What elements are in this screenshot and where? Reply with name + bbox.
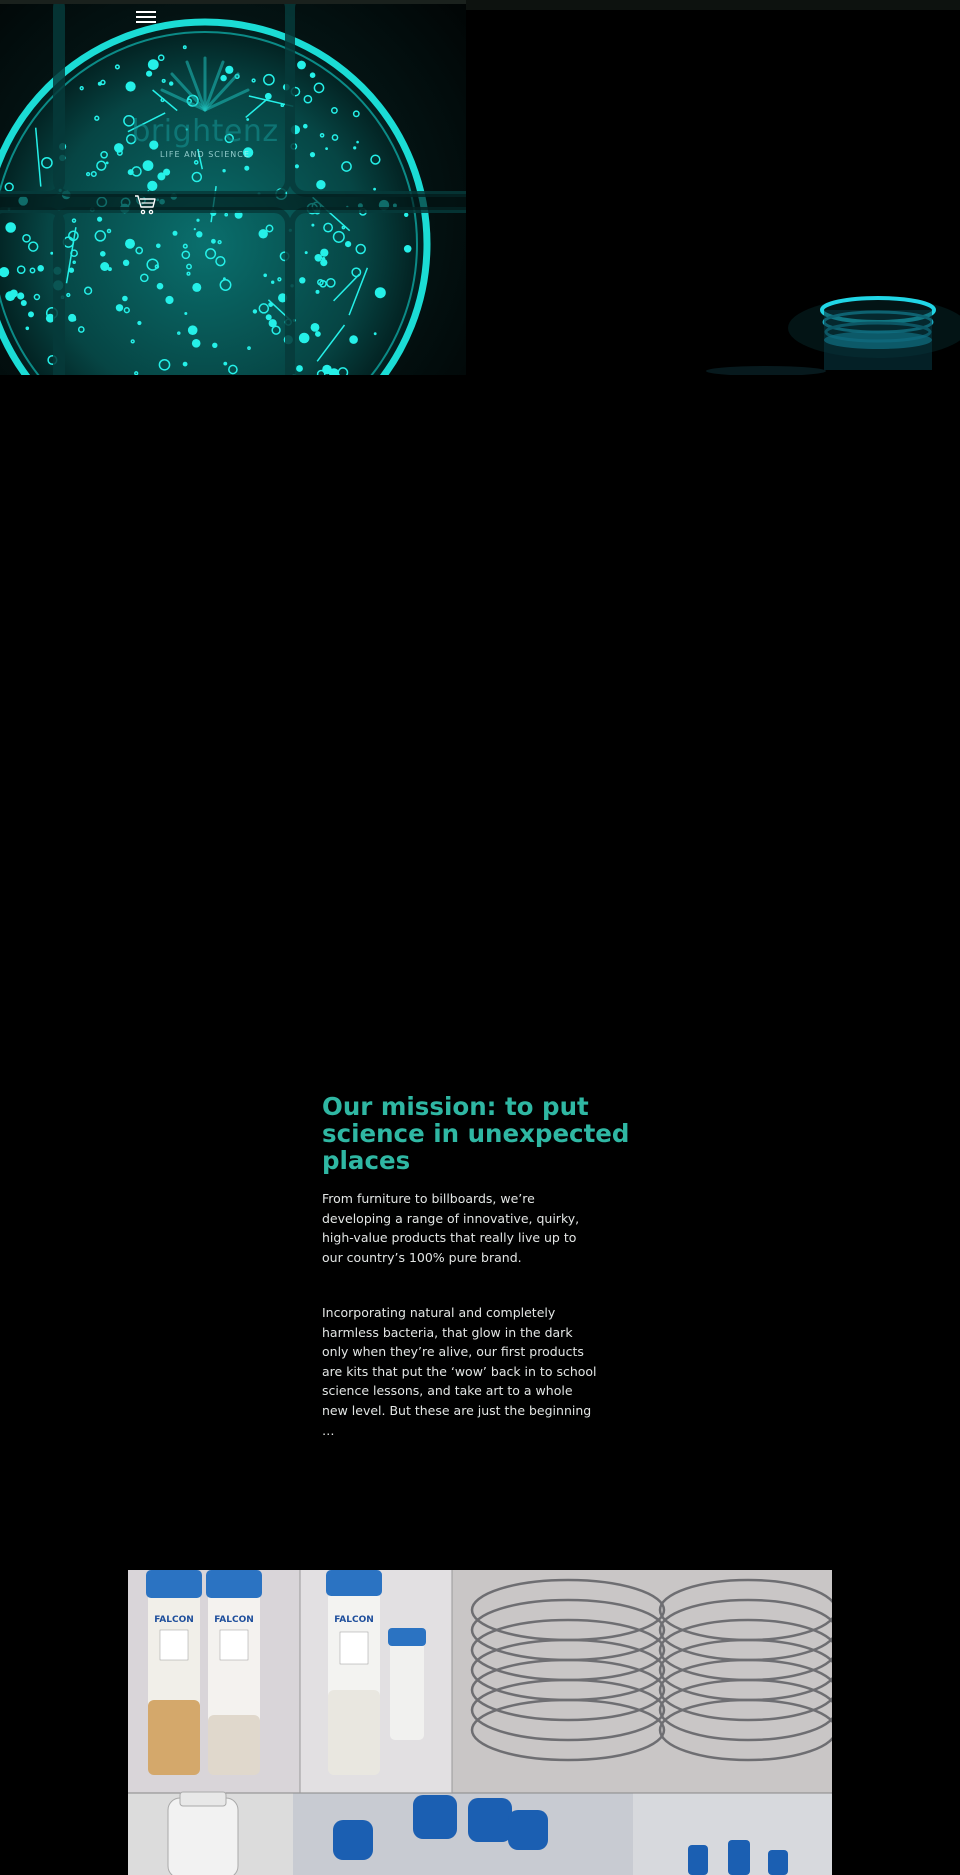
colony-dot bbox=[100, 251, 106, 257]
colony-dot bbox=[322, 365, 332, 375]
colony-dot bbox=[345, 241, 351, 247]
colony-dot bbox=[297, 61, 306, 70]
colony-dot bbox=[316, 180, 325, 189]
colony-dot bbox=[125, 239, 135, 249]
mission-heading: Our mission: to put science in unexpected places bbox=[322, 1092, 630, 1175]
colony-dot bbox=[311, 323, 320, 332]
colony-dot bbox=[108, 267, 112, 271]
colony-dot bbox=[404, 245, 412, 253]
colony-dot bbox=[404, 213, 408, 217]
mission-paragraph-1: From furniture to billboards, we’re developing a range of innovative, quirky, high-value products that really live up to our country’s 100% pure brand. bbox=[322, 1191, 580, 1265]
colony-dot bbox=[192, 283, 201, 292]
logo-sunburst-icon bbox=[130, 52, 280, 114]
colony-dot bbox=[315, 331, 321, 337]
colony-dot bbox=[28, 311, 34, 317]
colony-dot bbox=[116, 304, 123, 311]
colony-dot bbox=[157, 283, 164, 290]
colony-dot bbox=[123, 260, 129, 266]
colony-dot bbox=[157, 172, 165, 180]
colony-dot bbox=[299, 277, 305, 283]
colony-dot bbox=[97, 217, 102, 222]
colony-dot bbox=[173, 231, 178, 236]
colony-dot bbox=[194, 228, 196, 230]
hero-image-glowing-dish bbox=[466, 10, 960, 375]
colony-dot bbox=[271, 281, 274, 284]
colony-dot bbox=[37, 265, 44, 272]
colony-dot bbox=[353, 146, 356, 149]
colony-dot bbox=[269, 319, 277, 327]
colony-dot bbox=[17, 292, 24, 299]
colony-dot bbox=[223, 362, 227, 366]
hamburger-menu-icon bbox=[136, 11, 156, 13]
colony-dot bbox=[50, 252, 53, 255]
colony-dot bbox=[188, 325, 198, 335]
colony-dot bbox=[122, 296, 128, 302]
lab-equipment-illustration bbox=[128, 1570, 832, 1875]
mission-paragraph-2: Incorporating natural and completely harmless bacteria, that glow in the dark only when they’re alive, our first products are kits that put the ‘wow’ back in to school science lessons, and take art to a whole new level. But these are just the beginning … bbox=[322, 1305, 597, 1438]
tube-label-2: FALCON bbox=[214, 1615, 254, 1625]
colony-dot bbox=[156, 244, 161, 249]
colony-dot bbox=[305, 251, 308, 254]
colony-dot bbox=[211, 239, 216, 244]
colony-dot bbox=[356, 141, 359, 144]
colony-dot bbox=[320, 249, 328, 257]
colony-dot bbox=[222, 169, 225, 172]
colony-dot bbox=[266, 314, 272, 320]
site-logo[interactable] bbox=[130, 52, 280, 164]
mission-section bbox=[322, 1092, 652, 1438]
colony-dot bbox=[374, 332, 377, 335]
colony-dot bbox=[98, 82, 102, 86]
colony-dot bbox=[196, 219, 199, 222]
colony-dot bbox=[263, 274, 267, 278]
colony-dot bbox=[310, 72, 316, 78]
colony-dot bbox=[325, 147, 328, 150]
colony-dot bbox=[26, 327, 30, 331]
colony-dot bbox=[375, 287, 386, 298]
colony-dot bbox=[295, 164, 299, 168]
colony-dot bbox=[212, 343, 217, 348]
colony-dot bbox=[296, 365, 303, 372]
tube-label-1: FALCON bbox=[154, 1615, 194, 1625]
colony-dot bbox=[100, 262, 109, 271]
colony-dot bbox=[137, 321, 141, 325]
colony-dot bbox=[5, 222, 16, 233]
colony-dot bbox=[147, 181, 157, 191]
colony-dot bbox=[322, 257, 325, 260]
glowing-dish-illustration bbox=[466, 10, 960, 375]
cart-button[interactable] bbox=[134, 193, 158, 217]
shopping-cart-icon bbox=[134, 193, 158, 217]
colony-dot bbox=[244, 166, 249, 171]
colony-dot bbox=[21, 300, 27, 306]
colony-dot bbox=[349, 335, 358, 344]
colony-dot bbox=[183, 362, 188, 367]
colony-dot bbox=[165, 296, 173, 304]
logo-name: brightenz bbox=[131, 114, 279, 149]
lab-equipment-photo bbox=[128, 1570, 832, 1875]
colony-dot bbox=[106, 162, 109, 165]
colony-dot bbox=[373, 188, 376, 191]
logo-tagline: LIFE AND SCIENCE bbox=[160, 150, 250, 159]
menu-button[interactable] bbox=[136, 9, 156, 27]
tube-label-3: FALCON bbox=[334, 1615, 374, 1625]
colony-dot bbox=[223, 277, 226, 280]
colony-dot bbox=[311, 224, 314, 227]
colony-dot bbox=[299, 333, 310, 344]
colony-dot bbox=[72, 317, 76, 321]
colony-dot bbox=[192, 339, 201, 348]
colony-dot bbox=[10, 290, 18, 298]
colony-dot bbox=[253, 309, 257, 313]
colony-dot bbox=[184, 312, 187, 315]
colony-dot bbox=[303, 124, 308, 129]
colony-dot bbox=[310, 152, 315, 157]
colony-dot bbox=[316, 290, 320, 294]
colony-dot bbox=[114, 143, 124, 153]
colony-dot bbox=[196, 231, 202, 237]
